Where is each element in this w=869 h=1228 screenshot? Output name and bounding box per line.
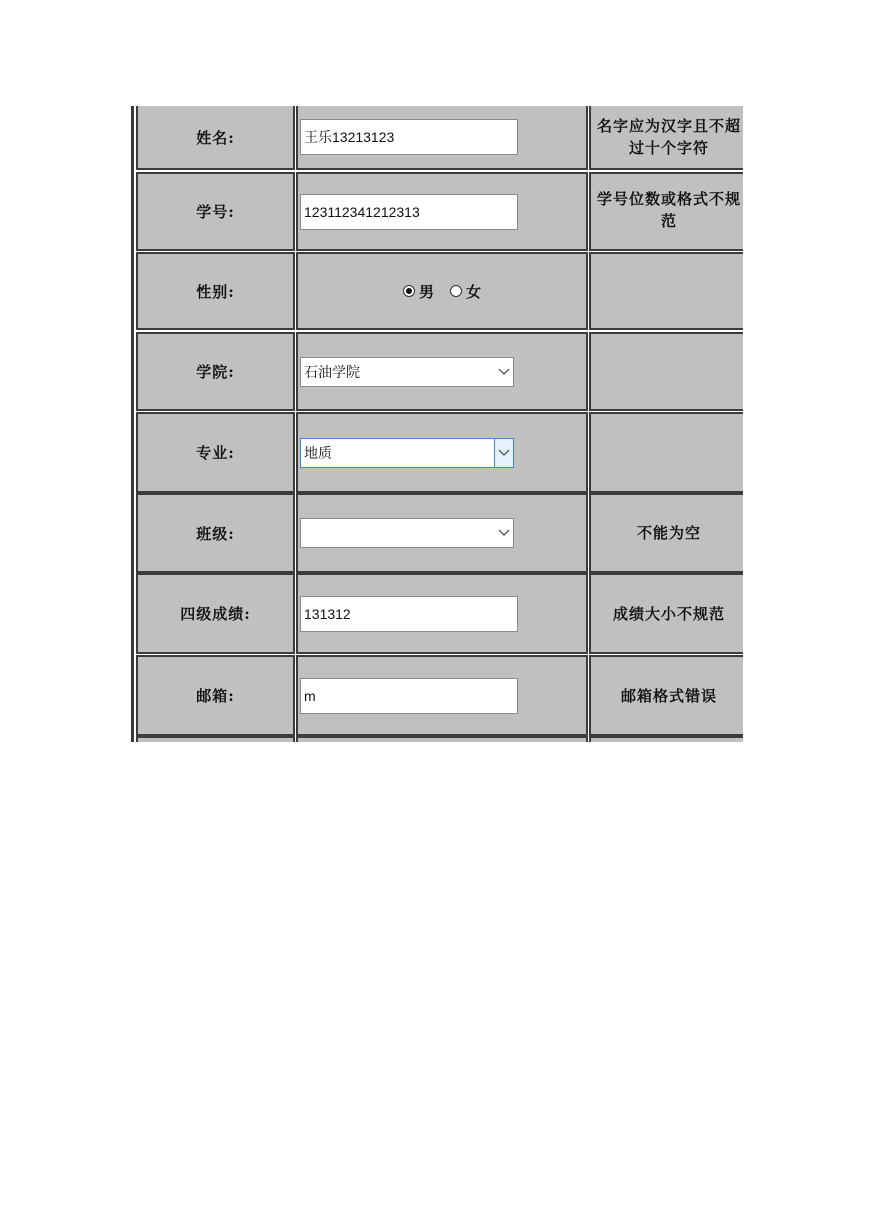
gender-label: 性别: <box>196 282 235 301</box>
name-error-cell <box>589 106 743 170</box>
class-error-cell <box>589 493 743 573</box>
email-label: 邮箱: <box>196 687 235 705</box>
major-error-cell <box>589 412 743 493</box>
name-label-cell <box>136 106 295 170</box>
cet4-label: 四级成绩: <box>180 605 251 623</box>
chevron-down-icon[interactable] <box>494 439 513 467</box>
college-select-cell <box>296 332 588 411</box>
chevron-down-icon[interactable] <box>495 519 513 547</box>
cet4-error-message: 成绩大小不规范 <box>612 604 725 623</box>
gender-error-cell <box>589 252 743 330</box>
next-row-input-cell <box>296 736 588 742</box>
gender-option-female-label: 女 <box>466 282 482 301</box>
gender-radio-group <box>395 281 489 302</box>
gender-radio-cell <box>296 252 588 330</box>
registration-form-table <box>131 106 743 742</box>
class-select-cell <box>296 493 588 573</box>
student-id-error-message: 学号位数或格式不规范 <box>596 190 741 230</box>
major-select-value: 地质 <box>304 444 332 461</box>
name-input[interactable]: 王乐13213123 <box>300 119 518 155</box>
cet4-input-cell <box>296 573 588 654</box>
name-label: 姓名: <box>196 128 235 147</box>
student-id-error-cell <box>589 172 743 251</box>
major-label: 专业: <box>196 444 235 462</box>
name-error-message: 名字应为汉字且不超过十个字符 <box>596 117 741 157</box>
college-select[interactable] <box>300 357 514 387</box>
email-error-message: 邮箱格式错误 <box>620 686 717 705</box>
next-row-error-cell <box>589 736 743 742</box>
gender-option-male-label: 男 <box>418 282 434 301</box>
email-input[interactable]: m <box>300 678 518 714</box>
college-label: 学院: <box>196 363 235 381</box>
name-input-cell <box>296 106 588 170</box>
cet4-label-cell <box>136 573 295 654</box>
radio-checked-icon[interactable] <box>403 285 415 297</box>
gender-label-cell <box>136 252 295 330</box>
class-label-cell <box>136 493 295 573</box>
next-row-label-cell <box>136 736 295 742</box>
chevron-down-icon[interactable] <box>495 358 513 386</box>
cet4-input[interactable]: 131312 <box>300 596 518 632</box>
class-select[interactable] <box>300 518 514 548</box>
email-error-cell <box>589 655 743 736</box>
table-left-border <box>131 106 134 742</box>
student-id-input[interactable]: 123112341212313 <box>300 194 518 230</box>
student-id-label-cell <box>136 172 295 251</box>
major-select[interactable] <box>300 438 514 468</box>
student-id-input-cell <box>296 172 588 251</box>
gender-option-male[interactable] <box>403 281 434 302</box>
email-label-cell <box>136 655 295 736</box>
college-error-cell <box>589 332 743 411</box>
radio-unchecked-icon[interactable] <box>450 285 462 297</box>
gender-option-female[interactable] <box>450 281 481 302</box>
college-select-value: 石油学院 <box>304 363 360 380</box>
major-label-cell <box>136 412 295 493</box>
email-input-cell <box>296 655 588 736</box>
class-error-message: 不能为空 <box>636 524 701 542</box>
class-label: 班级: <box>196 524 235 543</box>
cet4-error-cell <box>589 573 743 654</box>
major-select-cell <box>296 412 588 493</box>
student-id-label: 学号: <box>196 203 235 221</box>
college-label-cell <box>136 332 295 411</box>
